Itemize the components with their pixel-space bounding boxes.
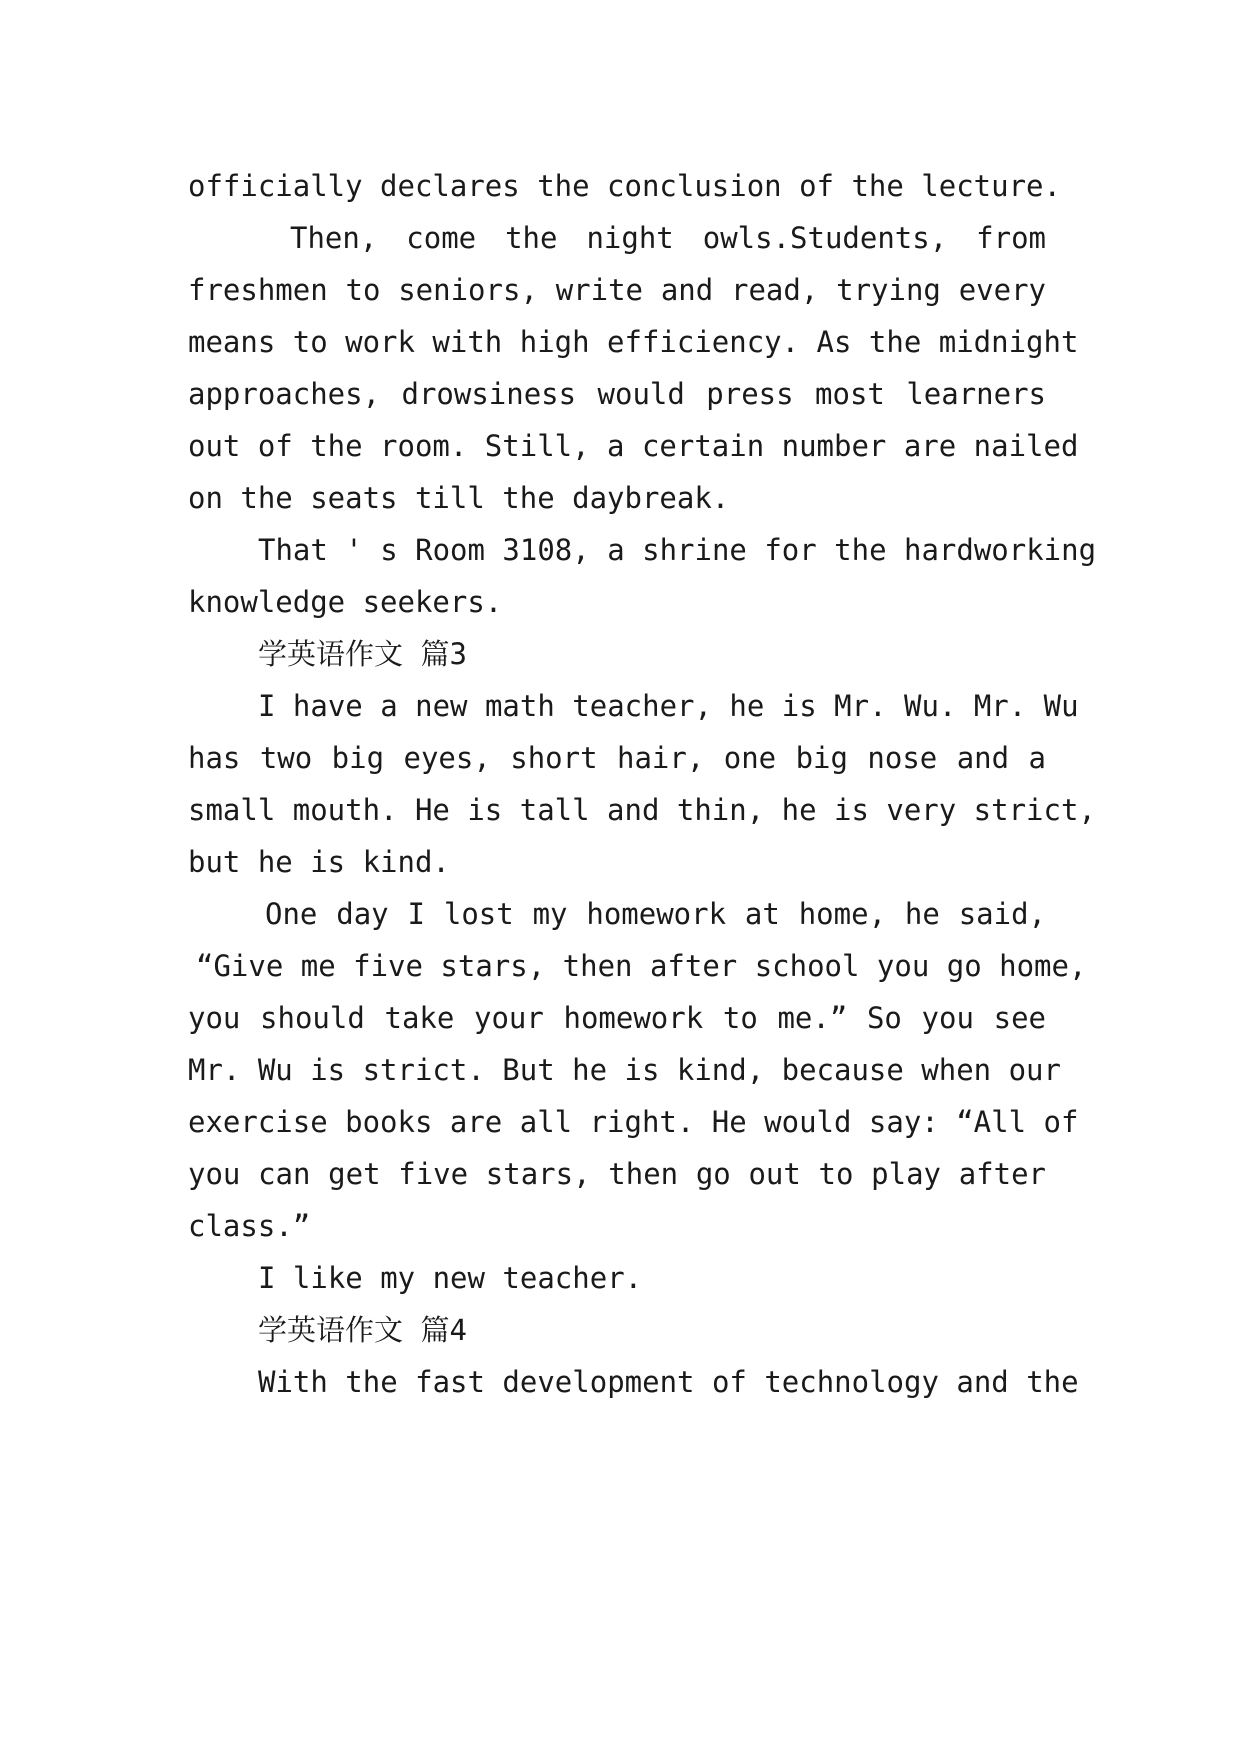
section-heading: 学英语作文 篇4 (258, 1313, 467, 1347)
text-line: on the seats till the daybreak. (188, 481, 730, 515)
text-line: small mouth. He is tall and thin, he is very strict, (188, 793, 1096, 827)
text-line: With the fast development of technology and the (258, 1365, 1079, 1399)
text-line: Mr. Wu is strict. But he is kind, because when our (188, 1053, 1061, 1087)
text-line: you can get five stars, then go out to play after (188, 1157, 1046, 1191)
text-line: exercise books are all right. He would say: “All of (188, 1105, 1079, 1139)
text-line: class.” (188, 1209, 311, 1243)
section-heading: 学英语作文 篇3 (258, 637, 467, 671)
text-line: approaches, drowsiness would press most learners (188, 377, 1046, 411)
text-line: One day I lost my homework at home, he said, (265, 897, 1046, 931)
text-line: That ' s Room 3108, a shrine for the hardworking (258, 533, 1097, 567)
text-line: Then, come the night owls.Students, from (290, 221, 1046, 255)
text-line: but he is kind. (188, 845, 450, 879)
text-line: means to work with high efficiency. As the midnight (188, 325, 1079, 359)
text-line: freshmen to seniors, write and read, trying every (188, 273, 1046, 307)
text-line: knowledge seekers. (188, 585, 503, 619)
text-line: you should take your homework to me.” So you see (188, 1001, 1046, 1035)
text-line: I like my new teacher. (258, 1261, 643, 1295)
text-line: I have a new math teacher, he is Mr. Wu. Mr. Wu (258, 689, 1079, 723)
text-line: “Give me five stars, then after school you go home, (196, 949, 1087, 983)
text-line: has two big eyes, short hair, one big nose and a (188, 741, 1046, 775)
text-line: out of the room. Still, a certain number are nailed (188, 429, 1079, 463)
text-line: officially declares the conclusion of the lecture. (188, 169, 1061, 203)
